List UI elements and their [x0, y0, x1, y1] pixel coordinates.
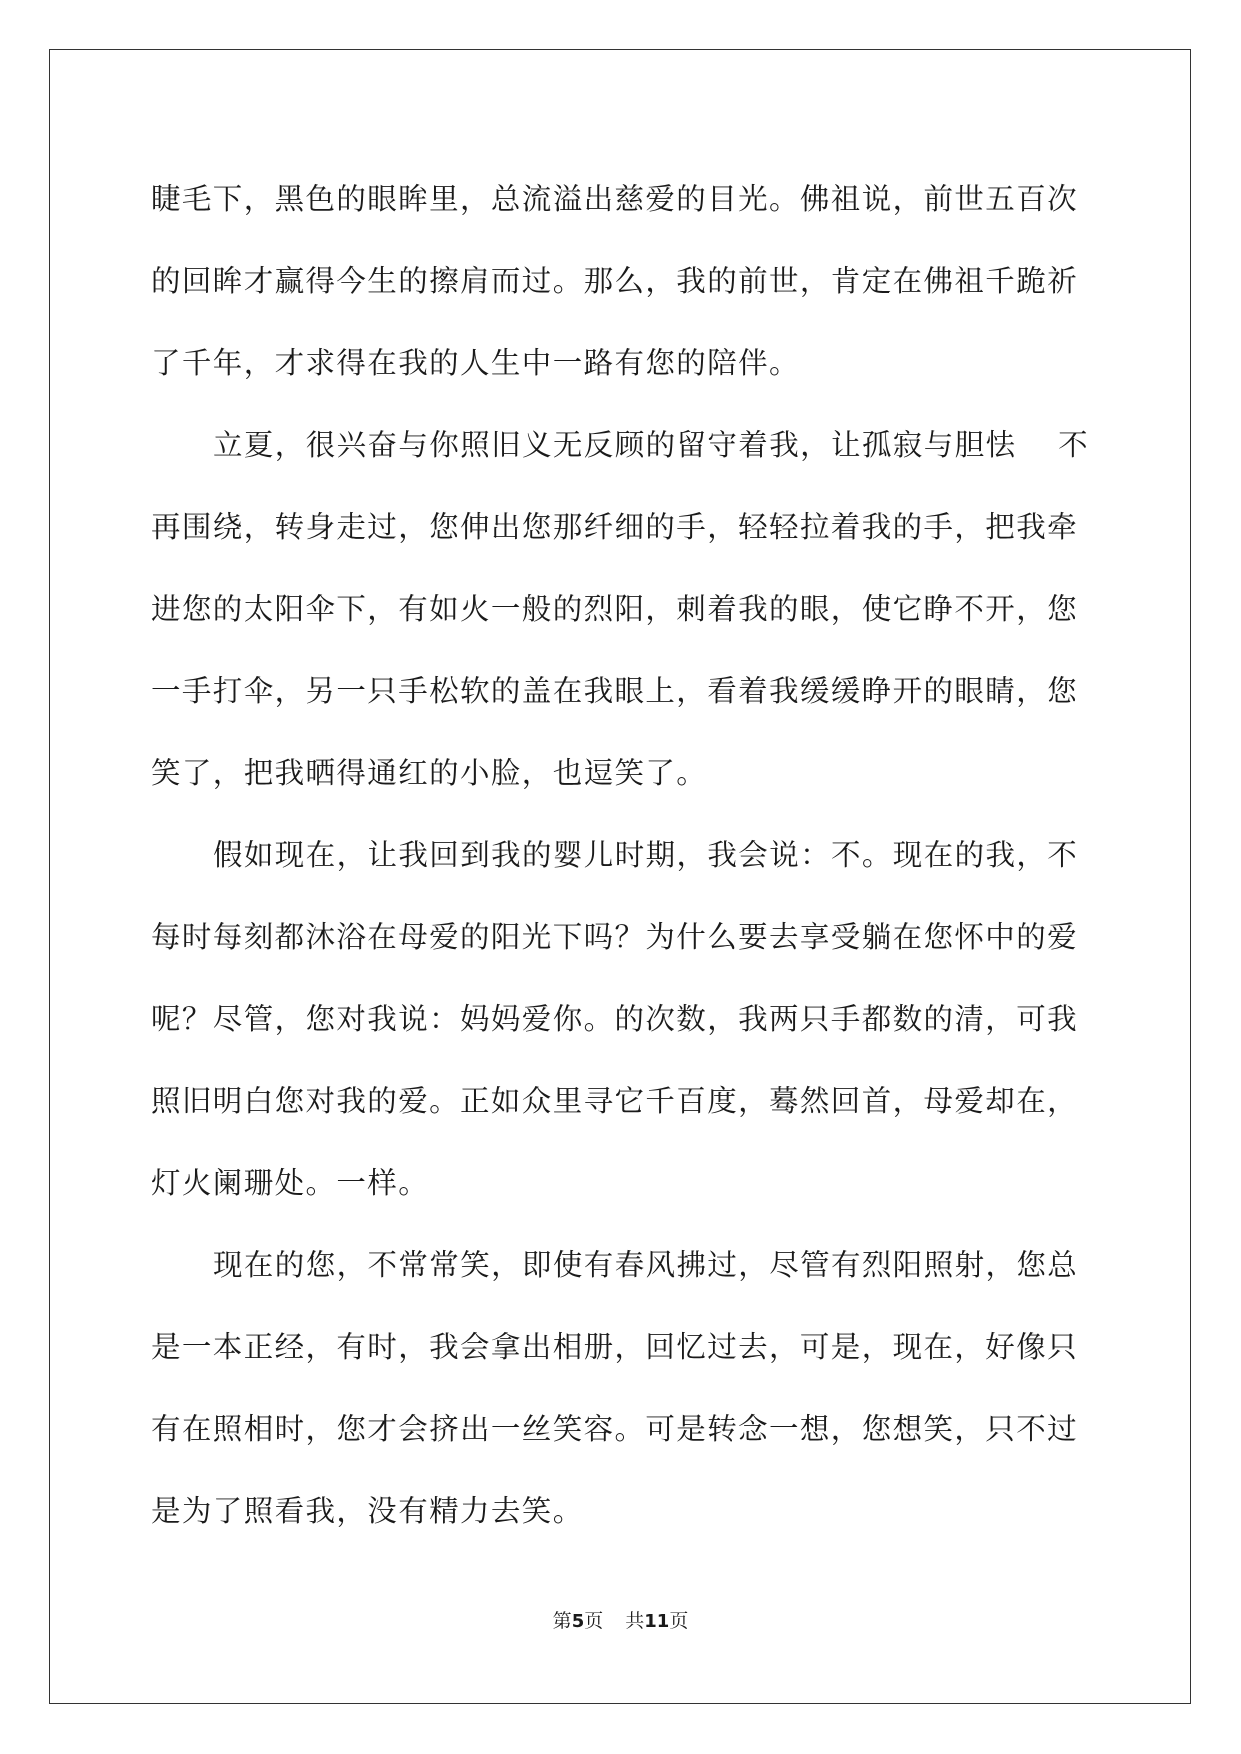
document-body: [151, 158, 1093, 1552]
footer-total-suffix: 页: [669, 1610, 689, 1632]
text-line: 假如现在，让我回到我的婴儿时期，我会说：不。现在的我，不: [213, 838, 1079, 872]
footer-prefix: 第: [552, 1610, 572, 1632]
text-line: 的回眸才赢得今生的擦肩而过。那么，我的前世，肯定在佛祖千跪祈: [151, 264, 1079, 298]
total-pages-number: 11: [644, 1611, 670, 1632]
page-footer: [0, 1606, 1241, 1633]
text-line: 立夏，很兴奋与你照旧义无反顾的留守着我，让孤寂与胆怯 不: [213, 428, 1089, 462]
text-line: 照旧明白您对我的爱。正如众里寻它千百度，蓦然回首，母爱却在，: [151, 1084, 1079, 1118]
text-line: 睫毛下，黑色的眼眸里，总流溢出慈爱的目光。佛祖说，前世五百次: [151, 182, 1079, 216]
text-line: 进您的太阳伞下，有如火一般的烈阳，刺着我的眼，使它睁不开，您: [151, 592, 1079, 626]
text-line: 一手打伞，另一只手松软的盖在我眼上，看着我缓缓睁开的眼睛，您: [151, 674, 1079, 708]
text-line: 再围绕，转身走过，您伸出您那纤细的手，轻轻拉着我的手，把我牵: [151, 510, 1079, 544]
footer-page-word: 页: [584, 1610, 604, 1632]
text-line: 有在照相时，您才会挤出一丝笑容。可是转念一想，您想笑，只不过: [151, 1412, 1079, 1446]
text-line: 是一本正经，有时，我会拿出相册，回忆过去，可是，现在，好像只: [151, 1330, 1079, 1364]
footer-total-prefix: 共: [625, 1610, 645, 1632]
text-line: 了千年，才求得在我的人生中一路有您的陪伴。: [151, 346, 800, 380]
text-line: 笑了，把我晒得通红的小脸，也逗笑了。: [151, 756, 708, 790]
text-line: 每时每刻都沐浴在母爱的阳光下吗？为什么要去享受躺在您怀中的爱: [151, 920, 1079, 954]
text-line: 现在的您，不常常笑，即使有春风拂过，尽管有烈阳照射，您总: [213, 1248, 1079, 1282]
text-line: 呢？尽管，您对我说：妈妈爱你。的次数，我两只手都数的清，可我: [151, 1002, 1079, 1036]
text-line: 灯火阑珊处。一样。: [151, 1166, 430, 1200]
current-page-number: 5: [571, 1611, 585, 1632]
text-line: 是为了照看我，没有精力去笑。: [151, 1494, 584, 1528]
